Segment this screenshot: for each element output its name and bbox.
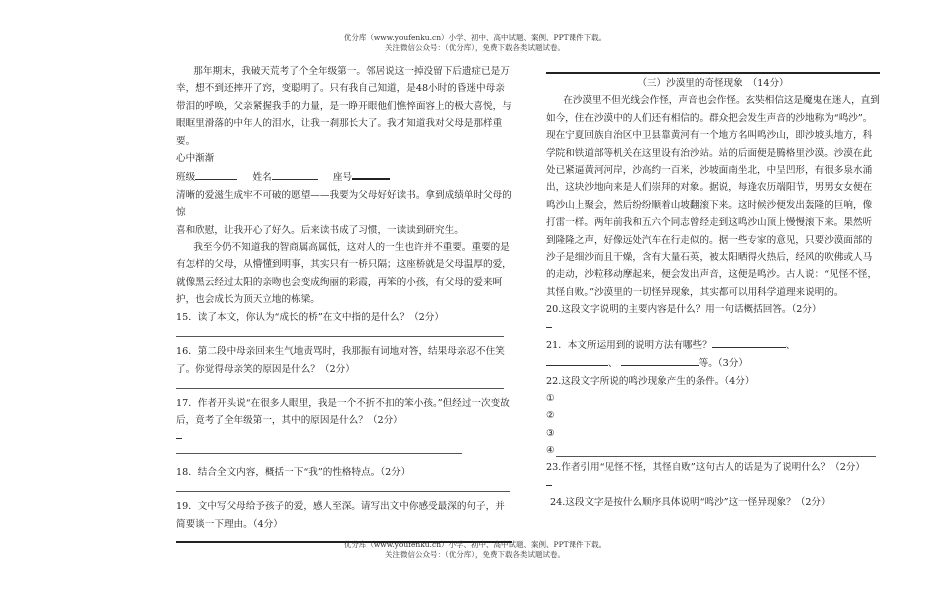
question-21: 21．本文所运用到的说明方法有哪些？ 、 [546,336,880,354]
question-19: 19．文中写父母给予孩子的爱，感人至深。请写出文中你感受最深的句子，并简要谈一下理由。（4分） [176,501,505,530]
answer-17[interactable] [176,447,514,464]
question-15: 15．读了本文，你认为“成长的桥”在文中指的是什么？（2分） [176,311,444,323]
answer-15[interactable] [176,326,514,343]
question-16: 16．第二段中母亲回来生气地责骂时，我那振有词地对答，结果母亲忍不住笑了。你觉得母亲笑的原因是什么？（2分） [176,346,505,375]
right-paragraph: 在沙漠里不但光线会作怪，声音也会作怪。玄奘相信这是魔鬼在迷人，直到如今，住在沙漠中的人们还有相信的。群众把会发生声音的沙地称为“鸣沙”。现在宁夏回族自治区中卫县靠黄河有一个地方名叫鸣沙山，即沙坡头地方，科学院和铁道部等机关在这里设有治沙站。站的后面便是腾格里沙漠。沙漠在此处已紧逼黄河河岸，沙高约一百米，沙坡面南坐北，中呈凹形，有很多泉水涌出，这块沙地向来是人们崇拜的对象。据说，每逢农历端阳节，男男女女便在鸣沙山上聚会，然后纷纷顺着山坡翻滚下来。这时候沙便发出轰隆的巨响，像打雷一样。两年前我和五六个同志曾经走到这鸣沙山顶上慢慢滚下来。果然听到隆隆之声，好像远处汽车在行走似的。据一些专家的意见，只要沙漠面部的沙子是细沙而且干燥，含有大量石英，被太阳晒得火热后，经风的吹佛或人马的走动，沙粒移动摩起来，便会发出声音，这便是鸣沙。古人说：“见怪不怪，其怪自败。”沙漠里的一切怪异现象，其实都可以用科学道理来说明的。 [546,95,880,298]
answer-line-16 [176,388,504,389]
answer-line-17 [176,453,462,454]
answer-20[interactable] [546,319,880,336]
left-paragraph-3: 我至今仍不知道我的智商属高属低，这对人的一生也许并不重要。重要的是有怎样的父母，从懵懂到明事，其实只有一桥只隔；这座桥就是父母温厚的爱，就像黑云经过太阳的亲吻也会变成绚丽的彩霞，再笨的小孩，有父母的爱来呵护，也会成长为顶天立地的栋梁。 [176,242,512,306]
answer-22-item-2[interactable]: ② [546,410,555,422]
answer-line-15 [176,336,504,337]
answer-21-blank-3[interactable] [621,354,699,366]
question-18: 18．结合全文内容，概括一下“我”的性格特点。（2分） [176,466,411,478]
page-footer [0,540,950,560]
left-paragraph-2b: 喜和欣慰，让我开心了好久。后来读书成了习惯，一读读到研究生。 [176,224,464,236]
answer-line-22 [556,456,876,457]
answer-22-item-4-row [546,442,880,459]
footer-line-2: 关注微信公众号：（优分库），免费下载各类试题试卷。 [385,550,565,559]
seat-label: 座号 [332,172,353,184]
right-column [546,75,880,511]
left-paragraph-2: 清晰的爱滋生成牢不可破的愿望——我要为父母好好读书。拿到成绩单时父母的惊 [176,189,512,219]
answer-line-18 [176,491,510,492]
question-21-line-2: 、 等。（3分） [546,354,880,372]
answer-22-item-3[interactable]: ③ [546,427,555,439]
answer-21-blank-2[interactable] [546,354,608,366]
right-top-rule [546,72,880,74]
class-input[interactable] [195,168,237,180]
seat-input[interactable] [352,167,390,180]
page-header [0,33,950,53]
question-23: 23.作者引用“见怪不怪，其怪自败”这句古人的话是为了说明什么？（2分） [546,462,865,474]
answer-18[interactable] [176,481,514,498]
left-column [176,63,514,550]
question-22: 22.这段文字所说的鸣沙现象产生的条件。（4分） [546,375,755,387]
left-paragraph-1: 那年期末，我破天荒考了个全年级第一。邻居说这一掉没留下后遗症已是万幸，想不到还摔开了窍，变聪明了。只有我自己知道，是48小时的昏迷中母亲带泪的呼唤，父亲紧握我手的力量，是一睁开眼他们憔悴面容上的极大喜悦，与眼眶里滑落的中年人的泪水，让我一刹那长大了。我才知道我对父母是那样重要。 [176,66,512,147]
section-title: （三）沙漠里的奇怪现象 （14分） [637,78,789,89]
question-20: 20.这段文字说明的主要内容是什么？用一句话概括回答。（2分） [546,304,822,316]
answer-22-item-1[interactable]: ① [546,392,555,404]
answer-22-item-4[interactable]: ④ [546,445,555,457]
question-24: 24.这段文字是按什么顺序具体说明“鸣沙”这一怪异现象？（2分） [550,496,831,508]
name-label: 姓名 [252,172,272,184]
answer-23[interactable] [546,477,880,494]
question-17: 17．作者开头说“在很多人眼里，我是一个不折不扣的笨小孩。”但经过一次变故后，竟考了全年级第一，其中的原因是什么？（2分） [176,397,510,427]
class-label: 班级 [176,172,196,184]
footer-line-1: 优分库（www.youfenku.cn）小学、初中、高中试题、案例、PPT课件下载。 [343,540,607,549]
header-line-2: 关注微信公众号：（优分库），免费下载各类试题试卷。 [385,43,565,52]
answer-21-blank-1[interactable] [712,336,786,348]
student-info-row [176,167,514,186]
answer-16[interactable] [176,378,514,395]
header-line-1: 优分库（www.youfenku.cn）小学、初中、高中试题、案例、PPT课件下载。 [343,33,607,42]
left-paragraph-1-tail: 心中渐渐 [176,153,215,165]
name-input[interactable] [272,168,318,180]
answer-17-start[interactable] [176,430,514,447]
